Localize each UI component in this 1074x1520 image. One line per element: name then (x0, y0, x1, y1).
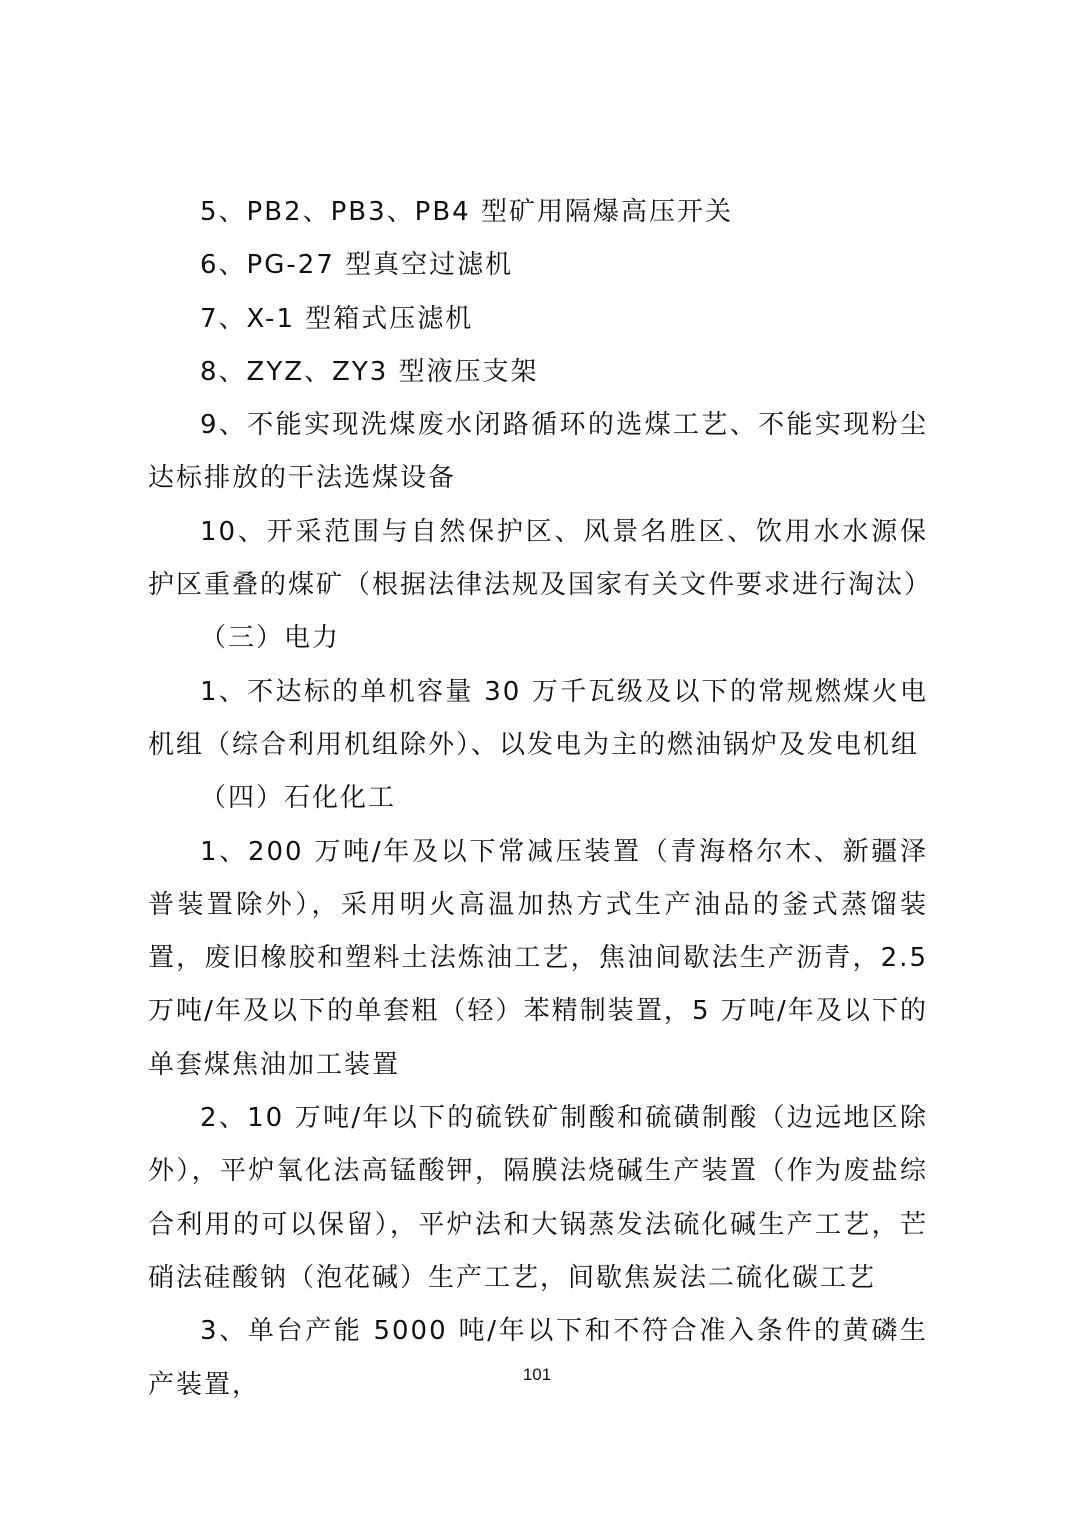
petrochemical-item-1: 1、200 万吨/年及以下常减压装置（青海格尔木、新疆泽普装置除外），采用明火高温加热方式生产油品的釜式蒸馏装置，废旧橡胶和塑料土法炼油工艺，焦油间歇法生产沥青，2.5 万吨/年及以下的单套粗（轻）苯精制装置，5 万吨/年及以下的单套煤焦油加工装置 (148, 836, 928, 1080)
power-item-1: 1、不达标的单机容量 30 万千瓦级及以下的常规燃煤火电机组（综合利用机组除外）、以发电为主的燃油锅炉及发电机组 (148, 676, 928, 760)
list-item-9: 9、不能实现洗煤废水闭路循环的选煤工艺、不能实现粉尘达标排放的干法选煤设备 (148, 410, 928, 494)
section-heading-electric-power: （三）电力 (200, 623, 341, 654)
list-item-5: 5、PB2、PB3、PB4 型矿用隔爆高压开关 (200, 197, 733, 227)
petrochemical-item-2: 2、10 万吨/年以下的硫铁矿制酸和硫磺制酸（边远地区除外），平炉氧化法高锰酸钾，隔膜法烧碱生产装置（作为废盐综合利用的可以保留），平炉法和大锅蒸发法硫化碱生产工艺，芒硝法硅酸钠（泡花碱）生产工艺，间歇焦炭法二硫化碳工艺 (148, 1103, 928, 1293)
document-body (148, 186, 933, 1412)
section-heading-petrochemical: （四）石化化工 (200, 783, 397, 814)
list-item-6: 6、PG-27 型真空过滤机 (200, 250, 514, 281)
petrochemical-item-3: 3、单台产能 5000 吨/年以下和不符合准入条件的黄磷生产装置， (148, 1316, 928, 1400)
page-number: 101 (522, 1365, 552, 1384)
list-item-10: 10、开采范围与自然保护区、风景名胜区、饮用水水源保护区重叠的煤矿（根据法律法规及国家有关文件要求进行淘汰） (148, 516, 933, 601)
list-item-8: 8、ZYZ、ZY3 型液压支架 (200, 356, 539, 387)
list-item-7: 7、X-1 型箱式压滤机 (200, 303, 474, 334)
